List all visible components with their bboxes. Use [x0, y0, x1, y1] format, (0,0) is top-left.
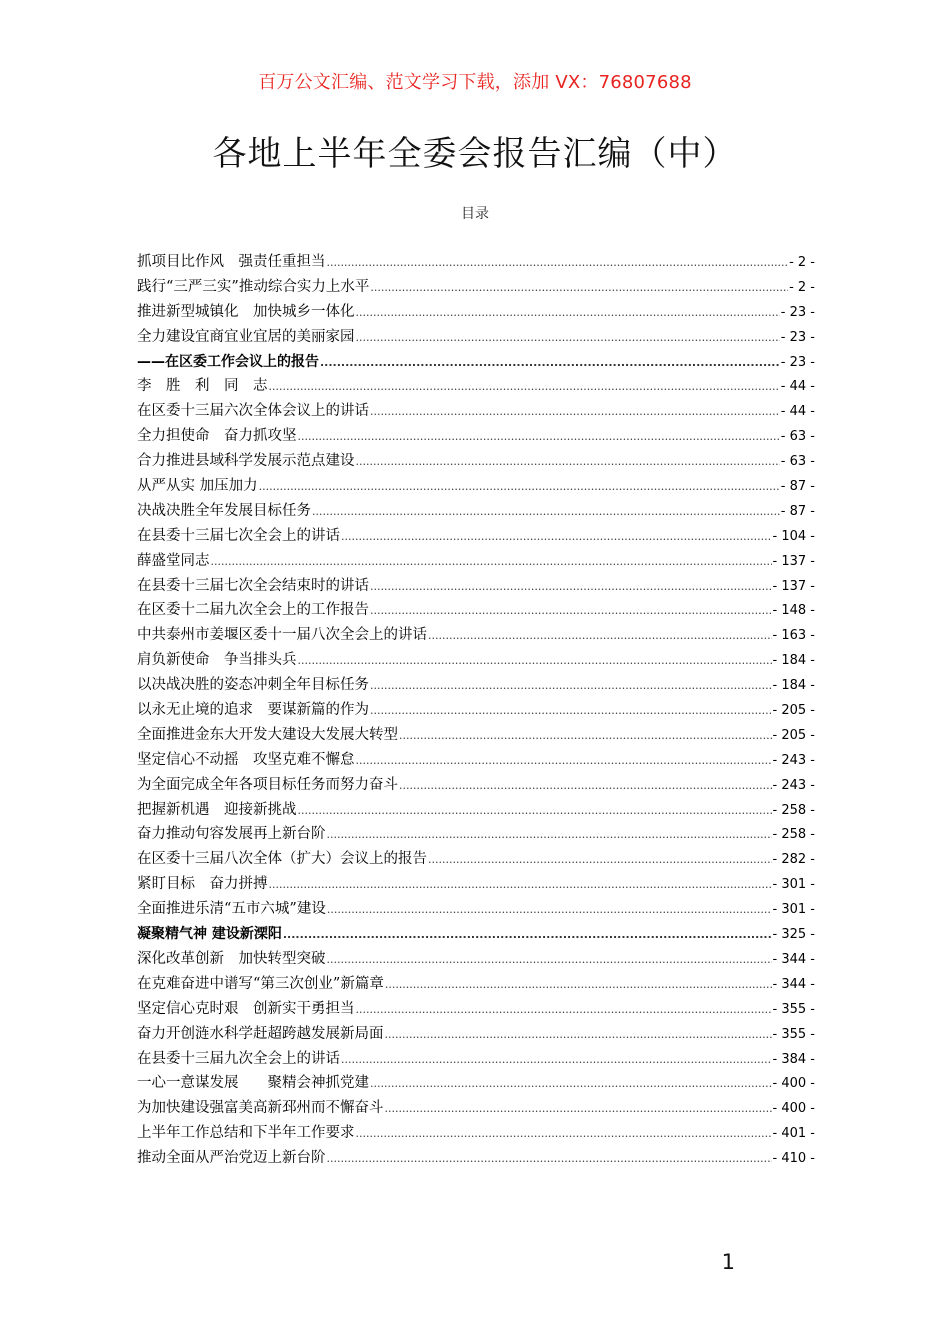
- toc-leader-dots: [312, 500, 780, 524]
- toc-leader-dots: [259, 475, 780, 499]
- toc-leader-dots: [385, 1023, 772, 1047]
- toc-entry-title: 在县委十三届九次全会上的讲话: [137, 1050, 340, 1067]
- toc-entry-page: - 23 -: [780, 354, 815, 370]
- toc-entry-title: 中共泰州市姜堰区委十一届八次全会上的讲话: [137, 627, 427, 644]
- toc-leader-dots: [428, 624, 772, 648]
- toc-entry[interactable]: [137, 499, 815, 524]
- toc-leader-dots: [370, 276, 788, 300]
- toc-entry-title: 深化改革创新 加快转型突破: [137, 950, 326, 967]
- toc-entry[interactable]: [137, 300, 815, 325]
- toc-entry[interactable]: [137, 947, 815, 972]
- toc-entry-title: 为加快建设强富美高新邳州而不懈奋斗: [137, 1100, 384, 1117]
- toc-entry-page: - 243 -: [772, 777, 815, 793]
- toc-leader-dots: [298, 425, 780, 449]
- toc-entry-title: 薛盛堂同志: [137, 552, 210, 569]
- toc-entry-page: - 344 -: [772, 976, 815, 992]
- toc-leader-dots: [269, 873, 772, 897]
- toc-entry-title: 在区委十二届九次全会上的工作报告: [137, 602, 369, 619]
- toc-entry-page: - 205 -: [772, 727, 815, 743]
- toc-entry-title: 以决战决胜的姿态冲刺全年目标任务: [137, 677, 369, 694]
- toc-entry-title: 在区委十三届八次全体（扩大）会议上的报告: [137, 851, 427, 868]
- toc-leader-dots: [341, 525, 772, 549]
- toc-entry-title: ——在区委工作会议上的报告: [137, 353, 319, 370]
- toc-leader-dots: [320, 351, 780, 375]
- toc-entry-title: 以永无止境的追求 要谋新篇的作为: [137, 702, 369, 719]
- toc-entry-page: - 44 -: [780, 404, 815, 420]
- toc-entry-page: - 400 -: [772, 1101, 815, 1117]
- toc-entry-title: 上半年工作总结和下半年工作要求: [137, 1125, 355, 1142]
- toc-entry-page: - 2 -: [789, 279, 815, 295]
- toc-entry-page: - 401 -: [772, 1126, 815, 1142]
- toc-entry-title: 为全面完成全年各项目标任务而努力奋斗: [137, 776, 398, 793]
- toc-entry-page: - 184 -: [772, 653, 815, 669]
- toc-entry-page: - 258 -: [772, 827, 815, 843]
- toc-leader-dots: [211, 550, 772, 574]
- toc-entry-page: - 355 -: [772, 1026, 815, 1042]
- toc-entry-title: 坚定信心不动摇 攻坚克难不懈怠: [137, 751, 355, 768]
- toc-leader-dots: [356, 1122, 772, 1146]
- toc-entry-title: 奋力开创涟水科学赶超跨越发展新局面: [137, 1025, 384, 1042]
- toc-entry-title: 推动全面从严治党迈上新台阶: [137, 1150, 326, 1167]
- toc-entry-title: 抓项目比作风 强责任重担当: [137, 254, 326, 270]
- toc-entry-title: 合力推进县域科学发展示范点建设: [137, 453, 355, 470]
- toc-entry-page: - 23 -: [780, 304, 815, 320]
- toc-leader-dots: [356, 326, 780, 350]
- toc-entry[interactable]: [137, 897, 815, 922]
- toc-entry-page: - 355 -: [772, 1001, 815, 1017]
- toc-entry-page: - 23 -: [780, 329, 815, 345]
- toc-entry[interactable]: [137, 1146, 815, 1171]
- toc-entry-title: 肩负新使命 争当排头兵: [137, 652, 297, 669]
- toc-leader-dots: [341, 1048, 772, 1072]
- toc-entry-page: - 63 -: [780, 429, 815, 445]
- toc-entry-page: - 384 -: [772, 1051, 815, 1067]
- toc-entry-page: - 301 -: [772, 877, 815, 893]
- toc-leader-dots: [385, 973, 772, 997]
- toc-entry[interactable]: [137, 673, 815, 698]
- toc-entry-page: - 184 -: [772, 678, 815, 694]
- toc-leader-dots: [356, 450, 780, 474]
- toc-entry-page: - 148 -: [772, 603, 815, 619]
- toc-entry-title: 全力建设宜商宜业宜居的美丽家园: [137, 328, 355, 345]
- toc-entry[interactable]: [137, 1096, 815, 1121]
- toc-entry[interactable]: [137, 1121, 815, 1146]
- page-number: 1: [721, 1250, 735, 1274]
- toc-entry[interactable]: [137, 623, 815, 648]
- toc-entry-title: 推进新型城镇化 加快城乡一体化: [137, 303, 355, 320]
- toc-entry[interactable]: [137, 424, 815, 449]
- toc-entry-title: 践行“三严三实”推动综合实力上水平: [137, 278, 370, 295]
- toc-entry-title: 一心一意谋发展 聚精会神抓党建: [137, 1075, 369, 1092]
- toc-leader-dots: [399, 774, 772, 798]
- toc-entry-page: - 137 -: [772, 578, 815, 594]
- toc-entry-page: - 205 -: [772, 703, 815, 719]
- toc-entry[interactable]: [137, 1022, 815, 1047]
- toc-entry-title: 全面推进金东大开发大建设大发展大转型: [137, 726, 398, 743]
- toc-entry-page: - 104 -: [772, 528, 815, 544]
- toc-entry-page: - 87 -: [780, 503, 815, 519]
- toc-entry-page: - 325 -: [772, 927, 815, 943]
- document-title: 各地上半年全委会报告汇编（中）: [212, 134, 738, 174]
- toc-entry-title: 在县委十三届七次全会上的讲话: [137, 527, 340, 544]
- toc-leader-dots: [327, 948, 772, 972]
- toc-entry[interactable]: [137, 872, 815, 897]
- toc-leader-dots: [327, 898, 772, 922]
- toc-entry[interactable]: [137, 723, 815, 748]
- toc-entry[interactable]: [137, 524, 815, 549]
- toc-entry[interactable]: [137, 773, 815, 798]
- toc-entry[interactable]: [137, 449, 815, 474]
- watermark-banner: 百万公文汇编、范文学习下载，添加 VX：76807688: [258, 72, 692, 93]
- toc-entry-page: - 44 -: [780, 379, 815, 395]
- toc-entry[interactable]: [137, 598, 815, 623]
- toc-entry[interactable]: [137, 847, 815, 872]
- toc-entry[interactable]: [137, 1047, 815, 1072]
- toc-entry-title: 从严从实 加压加力: [137, 478, 258, 495]
- toc-leader-dots: [370, 699, 772, 723]
- toc-entry[interactable]: [137, 325, 815, 350]
- toc-leader-dots: [370, 599, 772, 623]
- toc-leader-dots: [298, 649, 772, 673]
- table-of-contents: [137, 250, 815, 1171]
- toc-heading: 目录: [461, 206, 489, 222]
- toc-entry-title: 在县委十三届七次全会结束时的讲话: [137, 577, 369, 594]
- toc-entry[interactable]: [137, 922, 815, 947]
- toc-entry[interactable]: [137, 350, 815, 375]
- toc-leader-dots: [283, 923, 772, 947]
- toc-entry[interactable]: [137, 549, 815, 574]
- toc-entry[interactable]: [137, 972, 815, 997]
- toc-entry[interactable]: [137, 822, 815, 847]
- toc-leader-dots: [370, 400, 780, 424]
- toc-entry-page: - 301 -: [772, 902, 815, 918]
- toc-entry-page: - 410 -: [772, 1151, 815, 1167]
- toc-entry-page: - 63 -: [780, 454, 815, 470]
- toc-entry-title: 把握新机遇 迎接新挑战: [137, 801, 297, 818]
- toc-entry-title: 李 胜 利 同 志: [137, 378, 268, 395]
- toc-entry[interactable]: [137, 798, 815, 823]
- toc-entry-page: - 258 -: [772, 802, 815, 818]
- toc-entry[interactable]: [137, 474, 815, 499]
- toc-leader-dots: [356, 749, 772, 773]
- toc-entry-page: - 400 -: [772, 1076, 815, 1092]
- toc-entry-title: 决战决胜全年发展目标任务: [137, 502, 311, 519]
- toc-entry-title: 全力担使命 奋力抓攻坚: [137, 428, 297, 445]
- toc-leader-dots: [399, 724, 772, 748]
- toc-leader-dots: [428, 848, 772, 872]
- toc-leader-dots: [356, 998, 772, 1022]
- toc-entry[interactable]: [137, 574, 815, 599]
- toc-entry-title: 在克难奋进中谱写“第三次创业”新篇章: [137, 975, 384, 992]
- toc-leader-dots: [327, 251, 789, 275]
- toc-entry-page: - 2 -: [789, 255, 815, 270]
- toc-entry[interactable]: [137, 275, 815, 300]
- toc-leader-dots: [327, 1147, 772, 1171]
- toc-leader-dots: [370, 1072, 772, 1096]
- toc-leader-dots: [370, 575, 772, 599]
- toc-entry-page: - 163 -: [772, 628, 815, 644]
- toc-entry-page: - 87 -: [780, 479, 815, 495]
- toc-entry[interactable]: [137, 648, 815, 673]
- toc-entry-title: 全面推进乐清“五市六城”建设: [137, 901, 326, 918]
- toc-entry[interactable]: [137, 1071, 815, 1096]
- toc-entry-page: - 344 -: [772, 951, 815, 967]
- toc-entry[interactable]: [137, 374, 815, 399]
- toc-entry-title: 紧盯目标 奋力拼搏: [137, 876, 268, 893]
- toc-entry-title: 在区委十三届六次全体会议上的讲话: [137, 403, 369, 420]
- toc-leader-dots: [269, 375, 780, 399]
- toc-entry-title: 奋力推动句容发展再上新台阶: [137, 826, 326, 843]
- toc-entry-title: 凝聚精气神 建设新溧阳: [137, 926, 282, 943]
- toc-leader-dots: [298, 799, 772, 823]
- toc-entry[interactable]: [137, 748, 815, 773]
- toc-entry-page: - 282 -: [772, 852, 815, 868]
- toc-entry-page: - 137 -: [772, 553, 815, 569]
- toc-entry-title: 坚定信心克时艰 创新实干勇担当: [137, 1000, 355, 1017]
- toc-leader-dots: [370, 674, 772, 698]
- toc-entry[interactable]: [137, 698, 815, 723]
- toc-entry[interactable]: [137, 399, 815, 424]
- toc-leader-dots: [385, 1097, 772, 1121]
- toc-entry[interactable]: [137, 997, 815, 1022]
- toc-leader-dots: [327, 823, 772, 847]
- toc-entry[interactable]: [137, 250, 815, 275]
- toc-leader-dots: [356, 301, 780, 325]
- toc-entry-page: - 243 -: [772, 752, 815, 768]
